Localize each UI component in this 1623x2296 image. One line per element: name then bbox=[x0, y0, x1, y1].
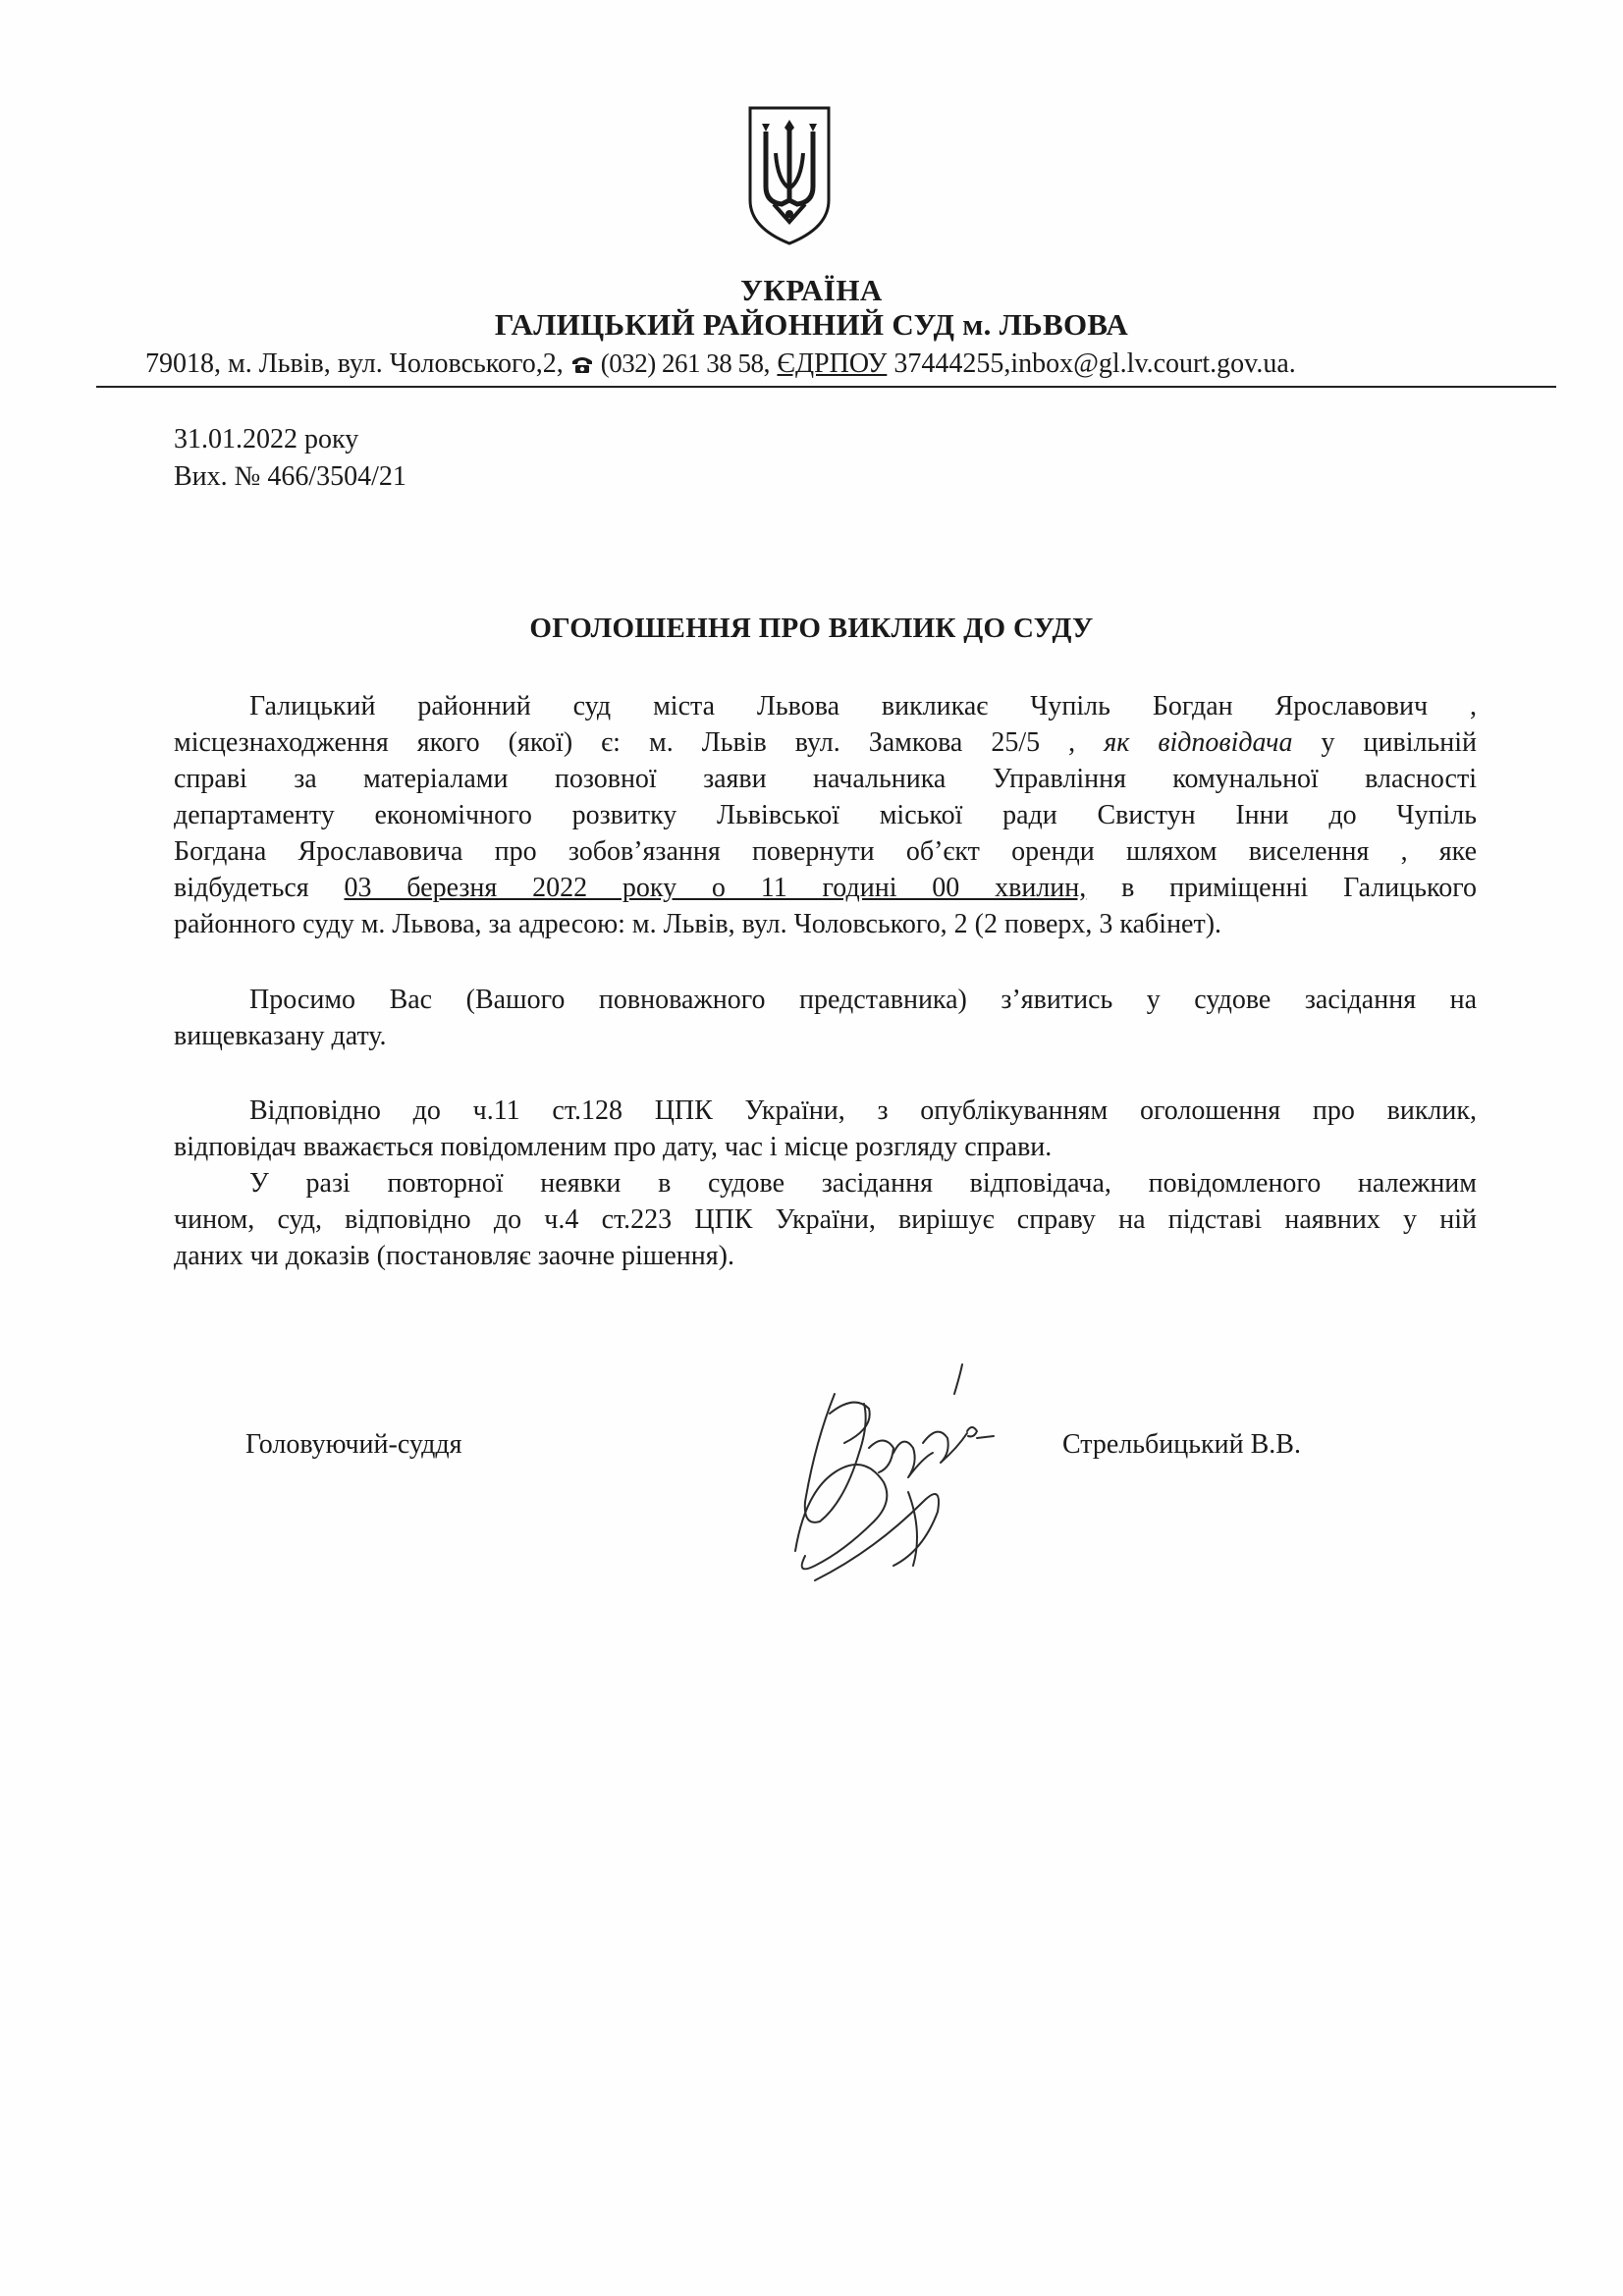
text-line: місцезнаходження якого (якої) є: м. Львів вул. Замкова 25/5 , як відповідача у цивільній bbox=[174, 727, 1477, 758]
header-divider bbox=[96, 386, 1556, 388]
defendant-role: як відповідача bbox=[1104, 727, 1293, 758]
text-line: У разі повторної неявки в судове засідання відповідача, повідомленого належним bbox=[249, 1168, 1477, 1199]
edrpou-label: ЄДРПОУ bbox=[777, 348, 888, 379]
text-line: відповідач вважається повідомленим про дату, час і місце розгляду справи. bbox=[174, 1132, 1053, 1162]
document-date: 31.01.2022 року bbox=[174, 424, 359, 454]
edrpou-and-email: 37444255,inbox@gl.lv.court.gov.ua. bbox=[887, 348, 1296, 379]
text-line: Богдана Ярославовича про зобов’язання повернути об’єкт оренди шляхом виселення , яке bbox=[174, 836, 1477, 867]
text-line: Відповідно до ч.11 ст.128 ЦПК України, з опублікуванням оголошення про виклик, bbox=[249, 1095, 1477, 1126]
court-heading: ГАЛИЦЬКИЙ РАЙОННИЙ СУД м. ЛЬВОВА bbox=[494, 307, 1129, 342]
outgoing-number: Вих. № 466/3504/21 bbox=[174, 461, 406, 492]
coat-of-arms-icon bbox=[744, 102, 835, 247]
paragraph-legal-basis bbox=[174, 1093, 1477, 1274]
court-contacts: 79018, м. Львів, вул. Чоловського,2, (032) 261 38 58, ЄДРПОУ 37444255,inbox@gl.lv.court.gov.ua. bbox=[145, 348, 1296, 379]
court-phone: (032) 261 38 58 bbox=[600, 348, 764, 378]
text-line: районного суду м. Львова, за адресою: м. Львів, вул. Чоловського, 2 (2 поверх, 3 кабінет). bbox=[174, 909, 1222, 939]
document-title: ОГОЛОШЕННЯ ПРО ВИКЛИК ДО СУДУ bbox=[529, 613, 1094, 644]
judge-role-label: Головуючий-суддя bbox=[245, 1429, 462, 1460]
hearing-datetime: 03 березня 2022 року о 11 годині 00 хвилин, bbox=[344, 873, 1087, 903]
text-line: справі за матеріалами позовної заяви начальника Управління комунальної власності bbox=[174, 764, 1477, 794]
text-line: департаменту економічного розвитку Львівської міської ради Свистун Інни до Чупіль bbox=[174, 800, 1477, 830]
text-line: відбудеться 03 березня 2022 року о 11 годині 00 хвилин, в приміщенні Галицького bbox=[174, 873, 1477, 903]
text-line: даних чи доказів (постановляє заочне рішення). bbox=[174, 1241, 734, 1271]
paragraph-summons bbox=[174, 688, 1477, 942]
handwritten-signature bbox=[776, 1355, 1001, 1590]
text-line: Просимо Вас (Вашого повноважного представника) з’явитись у судове засідання на bbox=[249, 985, 1477, 1015]
judge-name: Стрельбицький В.В. bbox=[1062, 1429, 1301, 1460]
court-address: 79018, м. Львів, вул. Чоловського,2, bbox=[145, 348, 570, 379]
paragraph-request bbox=[174, 982, 1477, 1054]
text-line: чином, суд, відповідно до ч.4 ст.223 ЦПК України, вирішує справу на підставі наявних у ній bbox=[174, 1204, 1477, 1235]
telephone-icon bbox=[570, 354, 594, 374]
country-heading: УКРАЇНА bbox=[740, 273, 883, 307]
text-line: вищевказану дату. bbox=[174, 1021, 387, 1051]
text-line: Галицький районний суд міста Львова викликає Чупіль Богдан Ярославович , bbox=[249, 691, 1477, 721]
